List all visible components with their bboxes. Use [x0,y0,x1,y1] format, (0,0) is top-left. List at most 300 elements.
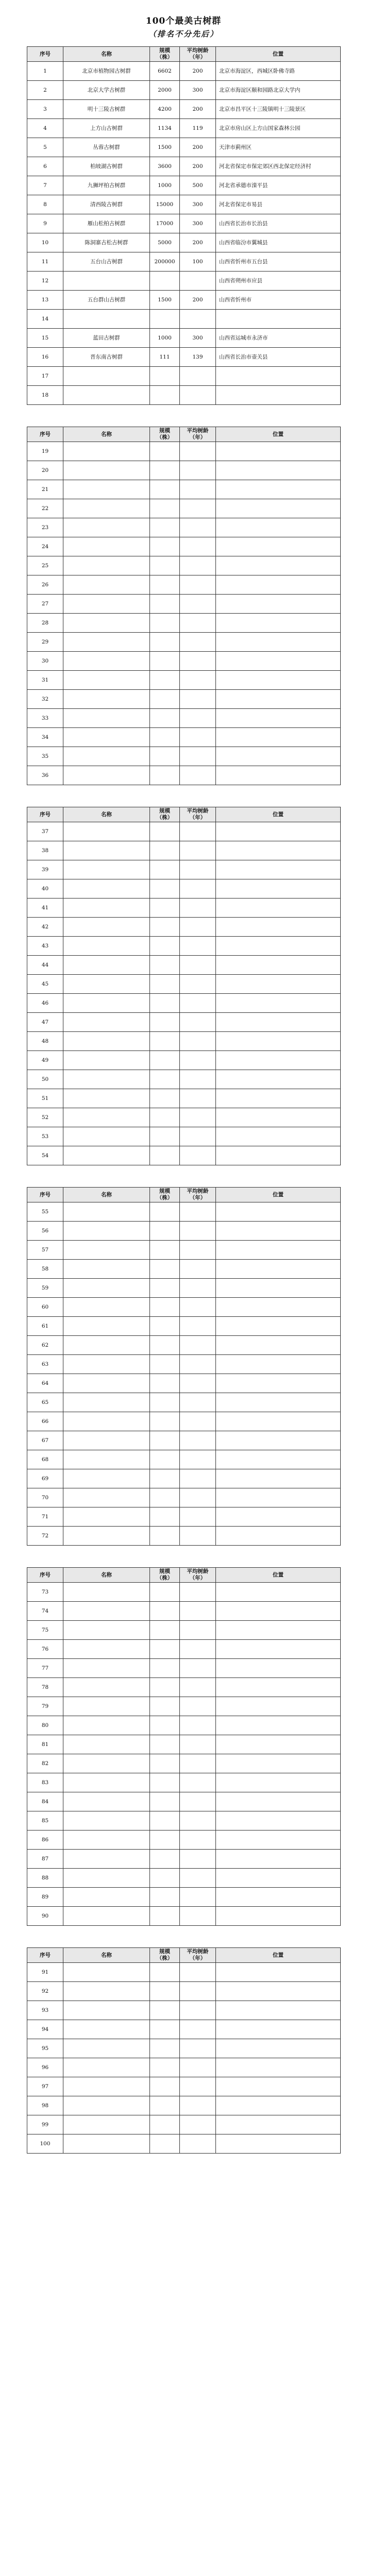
location-cell: 北京市海淀区颐和园路北京大学内 [216,81,341,100]
row-number-cell: 41 [27,899,63,918]
count-cell [150,1850,180,1869]
location-cell: 山西省临汾市翼城县 [216,233,341,252]
location-cell [216,1831,341,1850]
age-cell [180,1241,216,1260]
name-cell [63,747,150,766]
column-header: 平均树龄（年） [180,427,216,442]
row-number-cell: 37 [27,822,63,841]
column-header: 名称 [63,1568,150,1583]
column-header: 位置 [216,1948,341,1963]
row-number-cell: 62 [27,1336,63,1355]
location-cell [216,1298,341,1317]
age-cell [180,575,216,595]
table-row [27,1640,341,1659]
count-cell [150,1507,180,1527]
column-header: 规模（株） [150,47,180,62]
column-header: 位置 [216,427,341,442]
name-cell [63,1089,150,1108]
name-cell [63,1907,150,1926]
row-number-cell: 48 [27,1032,63,1051]
count-cell [150,1355,180,1374]
name-cell [63,1202,150,1222]
count-cell [150,575,180,595]
table-row [27,1260,341,1279]
row-number-cell: 55 [27,1202,63,1222]
count-cell [150,671,180,690]
count-cell [150,975,180,994]
age-cell [180,1222,216,1241]
age-cell: 500 [180,176,216,195]
row-number-cell: 32 [27,690,63,709]
age-cell [180,1298,216,1317]
table-row [27,329,341,348]
row-number-cell: 86 [27,1831,63,1850]
name-cell: 柏坡湖古树群 [63,157,150,176]
row-number-cell: 81 [27,1735,63,1754]
location-cell [216,1241,341,1260]
table-row [27,2115,341,2134]
count-cell [150,537,180,556]
table-row [27,2096,341,2115]
table-header-row [27,1568,341,1583]
location-cell [216,310,341,329]
location-cell [216,595,341,614]
table-row [27,1716,341,1735]
age-cell [180,1507,216,1527]
row-number-cell: 57 [27,1241,63,1260]
row-number-cell: 72 [27,1527,63,1546]
location-cell [216,1013,341,1032]
location-cell [216,1659,341,1678]
row-number-cell: 53 [27,1127,63,1146]
table-row [27,595,341,614]
age-cell [180,2077,216,2096]
name-cell [63,1146,150,1165]
table-row [27,1450,341,1469]
name-cell [63,386,150,405]
location-cell: 山西省忻州市五台县 [216,252,341,272]
name-cell [63,652,150,671]
name-cell [63,709,150,728]
row-number-cell: 58 [27,1260,63,1279]
row-number-cell: 97 [27,2077,63,2096]
count-cell [150,1241,180,1260]
row-number-cell: 77 [27,1659,63,1678]
column-header: 平均树龄（年） [180,1188,216,1202]
location-cell [216,386,341,405]
location-cell [216,1374,341,1393]
table-row [27,899,341,918]
location-cell [216,1754,341,1773]
name-cell [63,1431,150,1450]
name-cell [63,1640,150,1659]
age-cell: 200 [180,138,216,157]
row-number-cell: 12 [27,272,63,291]
name-cell [63,1773,150,1792]
age-cell [180,1013,216,1032]
row-number-cell: 71 [27,1507,63,1527]
column-header: 位置 [216,1568,341,1583]
age-cell [180,1850,216,1869]
name-cell [63,690,150,709]
table-row [27,1488,341,1507]
name-cell [63,841,150,860]
row-number-cell: 14 [27,310,63,329]
age-cell [180,1754,216,1773]
count-cell [150,1450,180,1469]
age-cell: 200 [180,100,216,119]
row-number-cell: 23 [27,518,63,537]
name-cell: 五台群山古树群 [63,291,150,310]
table-row [27,1697,341,1716]
row-number-cell: 2 [27,81,63,100]
table-row [27,1469,341,1488]
table-row [27,138,341,157]
count-cell [150,1963,180,1982]
table-row [27,1108,341,1127]
count-cell [150,709,180,728]
count-cell [150,1146,180,1165]
row-number-cell: 66 [27,1412,63,1431]
row-number-cell: 47 [27,1013,63,1032]
row-number-cell: 44 [27,956,63,975]
age-cell [180,1907,216,1926]
row-number-cell: 88 [27,1869,63,1888]
name-cell: 北京市植物园古树群 [63,62,150,81]
table-row [27,1507,341,1527]
location-cell [216,1697,341,1716]
location-cell [216,1811,341,1831]
location-cell [216,1678,341,1697]
name-cell: 雁山松柏古树群 [63,214,150,233]
age-cell: 100 [180,252,216,272]
count-cell [150,1678,180,1697]
age-cell [180,2134,216,2154]
location-cell [216,1450,341,1469]
table-row [27,2020,341,2039]
table-row [27,1659,341,1678]
age-cell [180,1260,216,1279]
name-cell [63,2058,150,2077]
age-cell [180,841,216,860]
count-cell [150,1754,180,1773]
row-number-cell: 52 [27,1108,63,1127]
count-cell [150,386,180,405]
row-number-cell: 4 [27,119,63,138]
row-number-cell: 19 [27,442,63,461]
table-row [27,1678,341,1697]
table-row [27,233,341,252]
table-header-row [27,807,341,822]
location-cell: 天津市蓟州区 [216,138,341,157]
table-row [27,100,341,119]
name-cell [63,272,150,291]
table-row [27,1602,341,1621]
name-cell [63,937,150,956]
location-cell: 北京市房山区上方山国家森林公园 [216,119,341,138]
name-cell: 明十三陵古树群 [63,100,150,119]
count-cell [150,1279,180,1298]
row-number-cell: 40 [27,879,63,899]
location-cell [216,537,341,556]
age-cell: 200 [180,291,216,310]
location-cell: 山西省长治市长治县 [216,214,341,233]
location-cell [216,994,341,1013]
table-row [27,2039,341,2058]
count-cell [150,1412,180,1431]
age-cell [180,480,216,499]
row-number-cell: 18 [27,386,63,405]
name-cell [63,1241,150,1260]
age-cell [180,1070,216,1089]
name-cell [63,822,150,841]
location-cell [216,728,341,747]
row-number-cell: 96 [27,2058,63,2077]
age-cell [180,1716,216,1735]
name-cell [63,2020,150,2039]
count-cell: 1500 [150,291,180,310]
row-number-cell: 21 [27,480,63,499]
table-row [27,1583,341,1602]
age-cell [180,918,216,937]
count-cell [150,633,180,652]
column-header: 名称 [63,427,150,442]
name-cell [63,860,150,879]
age-cell [180,1659,216,1678]
table-row [27,1527,341,1546]
row-number-cell: 45 [27,975,63,994]
count-cell [150,1583,180,1602]
name-cell [63,2134,150,2154]
table-row [27,1241,341,1260]
row-number-cell: 89 [27,1888,63,1907]
row-number-cell: 83 [27,1773,63,1792]
name-cell [63,1963,150,1982]
location-cell [216,1527,341,1546]
table-row [27,499,341,518]
location-cell [216,461,341,480]
location-cell [216,766,341,785]
age-cell [180,652,216,671]
name-cell [63,1869,150,1888]
name-cell [63,1051,150,1070]
tree-table-page-3 [27,807,341,1165]
location-cell [216,879,341,899]
age-cell: 119 [180,119,216,138]
table-row [27,157,341,176]
location-cell [216,556,341,575]
row-number-cell: 69 [27,1469,63,1488]
location-cell: 北京市海淀区，西城区卧佛寺路 [216,62,341,81]
column-header: 规模（株） [150,1948,180,1963]
row-number-cell: 78 [27,1678,63,1697]
name-cell [63,1127,150,1146]
count-cell [150,1127,180,1146]
table-row [27,214,341,233]
age-cell [180,1146,216,1165]
table-row [27,956,341,975]
name-cell [63,1792,150,1811]
location-cell [216,614,341,633]
name-cell [63,975,150,994]
row-number-cell: 84 [27,1792,63,1811]
table-row [27,1393,341,1412]
location-cell [216,1488,341,1507]
age-cell [180,1108,216,1127]
name-cell [63,442,150,461]
age-cell [180,690,216,709]
location-cell [216,1773,341,1792]
column-header: 名称 [63,1948,150,1963]
count-cell [150,841,180,860]
location-cell [216,1127,341,1146]
row-number-cell: 80 [27,1716,63,1735]
column-header: 规模（株） [150,1568,180,1583]
row-number-cell: 74 [27,1602,63,1621]
name-cell: 晋东南古树群 [63,348,150,367]
column-header: 平均树龄（年） [180,47,216,62]
name-cell [63,1108,150,1127]
column-header: 规模（株） [150,427,180,442]
count-cell [150,1336,180,1355]
age-cell [180,1032,216,1051]
name-cell [63,2039,150,2058]
name-cell [63,1279,150,1298]
count-cell [150,652,180,671]
name-cell [63,899,150,918]
column-header: 平均树龄（年） [180,1948,216,1963]
row-number-cell: 94 [27,2020,63,2039]
table-row [27,480,341,499]
count-cell [150,2058,180,2077]
age-cell [180,442,216,461]
location-cell [216,2058,341,2077]
name-cell [63,1032,150,1051]
age-cell [180,499,216,518]
location-cell [216,1869,341,1888]
table-row [27,1013,341,1032]
row-number-cell: 54 [27,1146,63,1165]
age-cell [180,766,216,785]
column-header: 名称 [63,807,150,822]
name-cell [63,1450,150,1469]
table-row [27,614,341,633]
count-cell [150,879,180,899]
age-cell [180,956,216,975]
location-cell [216,1202,341,1222]
table-row [27,841,341,860]
table-row [27,252,341,272]
table-row [27,1146,341,1165]
table-row [27,1127,341,1146]
row-number-cell: 11 [27,252,63,272]
count-cell: 4200 [150,100,180,119]
table-row [27,1963,341,1982]
count-cell [150,690,180,709]
count-cell [150,1602,180,1621]
name-cell [63,671,150,690]
row-number-cell: 35 [27,747,63,766]
location-cell [216,1222,341,1241]
row-number-cell: 59 [27,1279,63,1298]
table-row [27,1431,341,1450]
row-number-cell: 7 [27,176,63,195]
count-cell [150,2115,180,2134]
table-row [27,119,341,138]
row-number-cell: 42 [27,918,63,937]
table-row [27,709,341,728]
name-cell [63,1070,150,1089]
name-cell [63,1831,150,1850]
name-cell [63,1317,150,1336]
table-row [27,1374,341,1393]
location-cell [216,1279,341,1298]
name-cell [63,310,150,329]
row-number-cell: 63 [27,1355,63,1374]
count-cell [150,899,180,918]
name-cell [63,728,150,747]
row-number-cell: 20 [27,461,63,480]
age-cell [180,556,216,575]
count-cell [150,272,180,291]
age-cell [180,879,216,899]
name-cell [63,2077,150,2096]
column-header: 位置 [216,1188,341,1202]
column-header: 平均树龄（年） [180,1568,216,1583]
name-cell [63,766,150,785]
name-cell [63,918,150,937]
count-cell [150,2077,180,2096]
count-cell [150,2020,180,2039]
row-number-cell: 75 [27,1621,63,1640]
row-number-cell: 79 [27,1697,63,1716]
location-cell: 山西省忻州市 [216,291,341,310]
age-cell: 300 [180,81,216,100]
table-header-row [27,47,341,62]
column-header: 序号 [27,807,63,822]
name-cell: 蓝田古树群 [63,329,150,348]
table-row [27,879,341,899]
location-cell [216,1108,341,1127]
name-cell [63,480,150,499]
name-cell [63,1469,150,1488]
count-cell [150,1108,180,1127]
column-header: 序号 [27,1948,63,1963]
age-cell [180,1051,216,1070]
table-row [27,1032,341,1051]
row-number-cell: 31 [27,671,63,690]
column-header: 位置 [216,47,341,62]
age-cell [180,272,216,291]
table-row [27,461,341,480]
column-header: 位置 [216,807,341,822]
row-number-cell: 24 [27,537,63,556]
location-cell [216,1792,341,1811]
name-cell: 清西陵古树群 [63,195,150,214]
age-cell [180,1374,216,1393]
name-cell [63,879,150,899]
location-cell: 山西省朔州市应县 [216,272,341,291]
location-cell [216,480,341,499]
name-cell [63,575,150,595]
count-cell [150,766,180,785]
row-number-cell: 67 [27,1431,63,1450]
location-cell: 河北省保定市保定郊区西北保定经济村 [216,157,341,176]
name-cell [63,461,150,480]
row-number-cell: 68 [27,1450,63,1469]
row-number-cell: 29 [27,633,63,652]
name-cell [63,1260,150,1279]
